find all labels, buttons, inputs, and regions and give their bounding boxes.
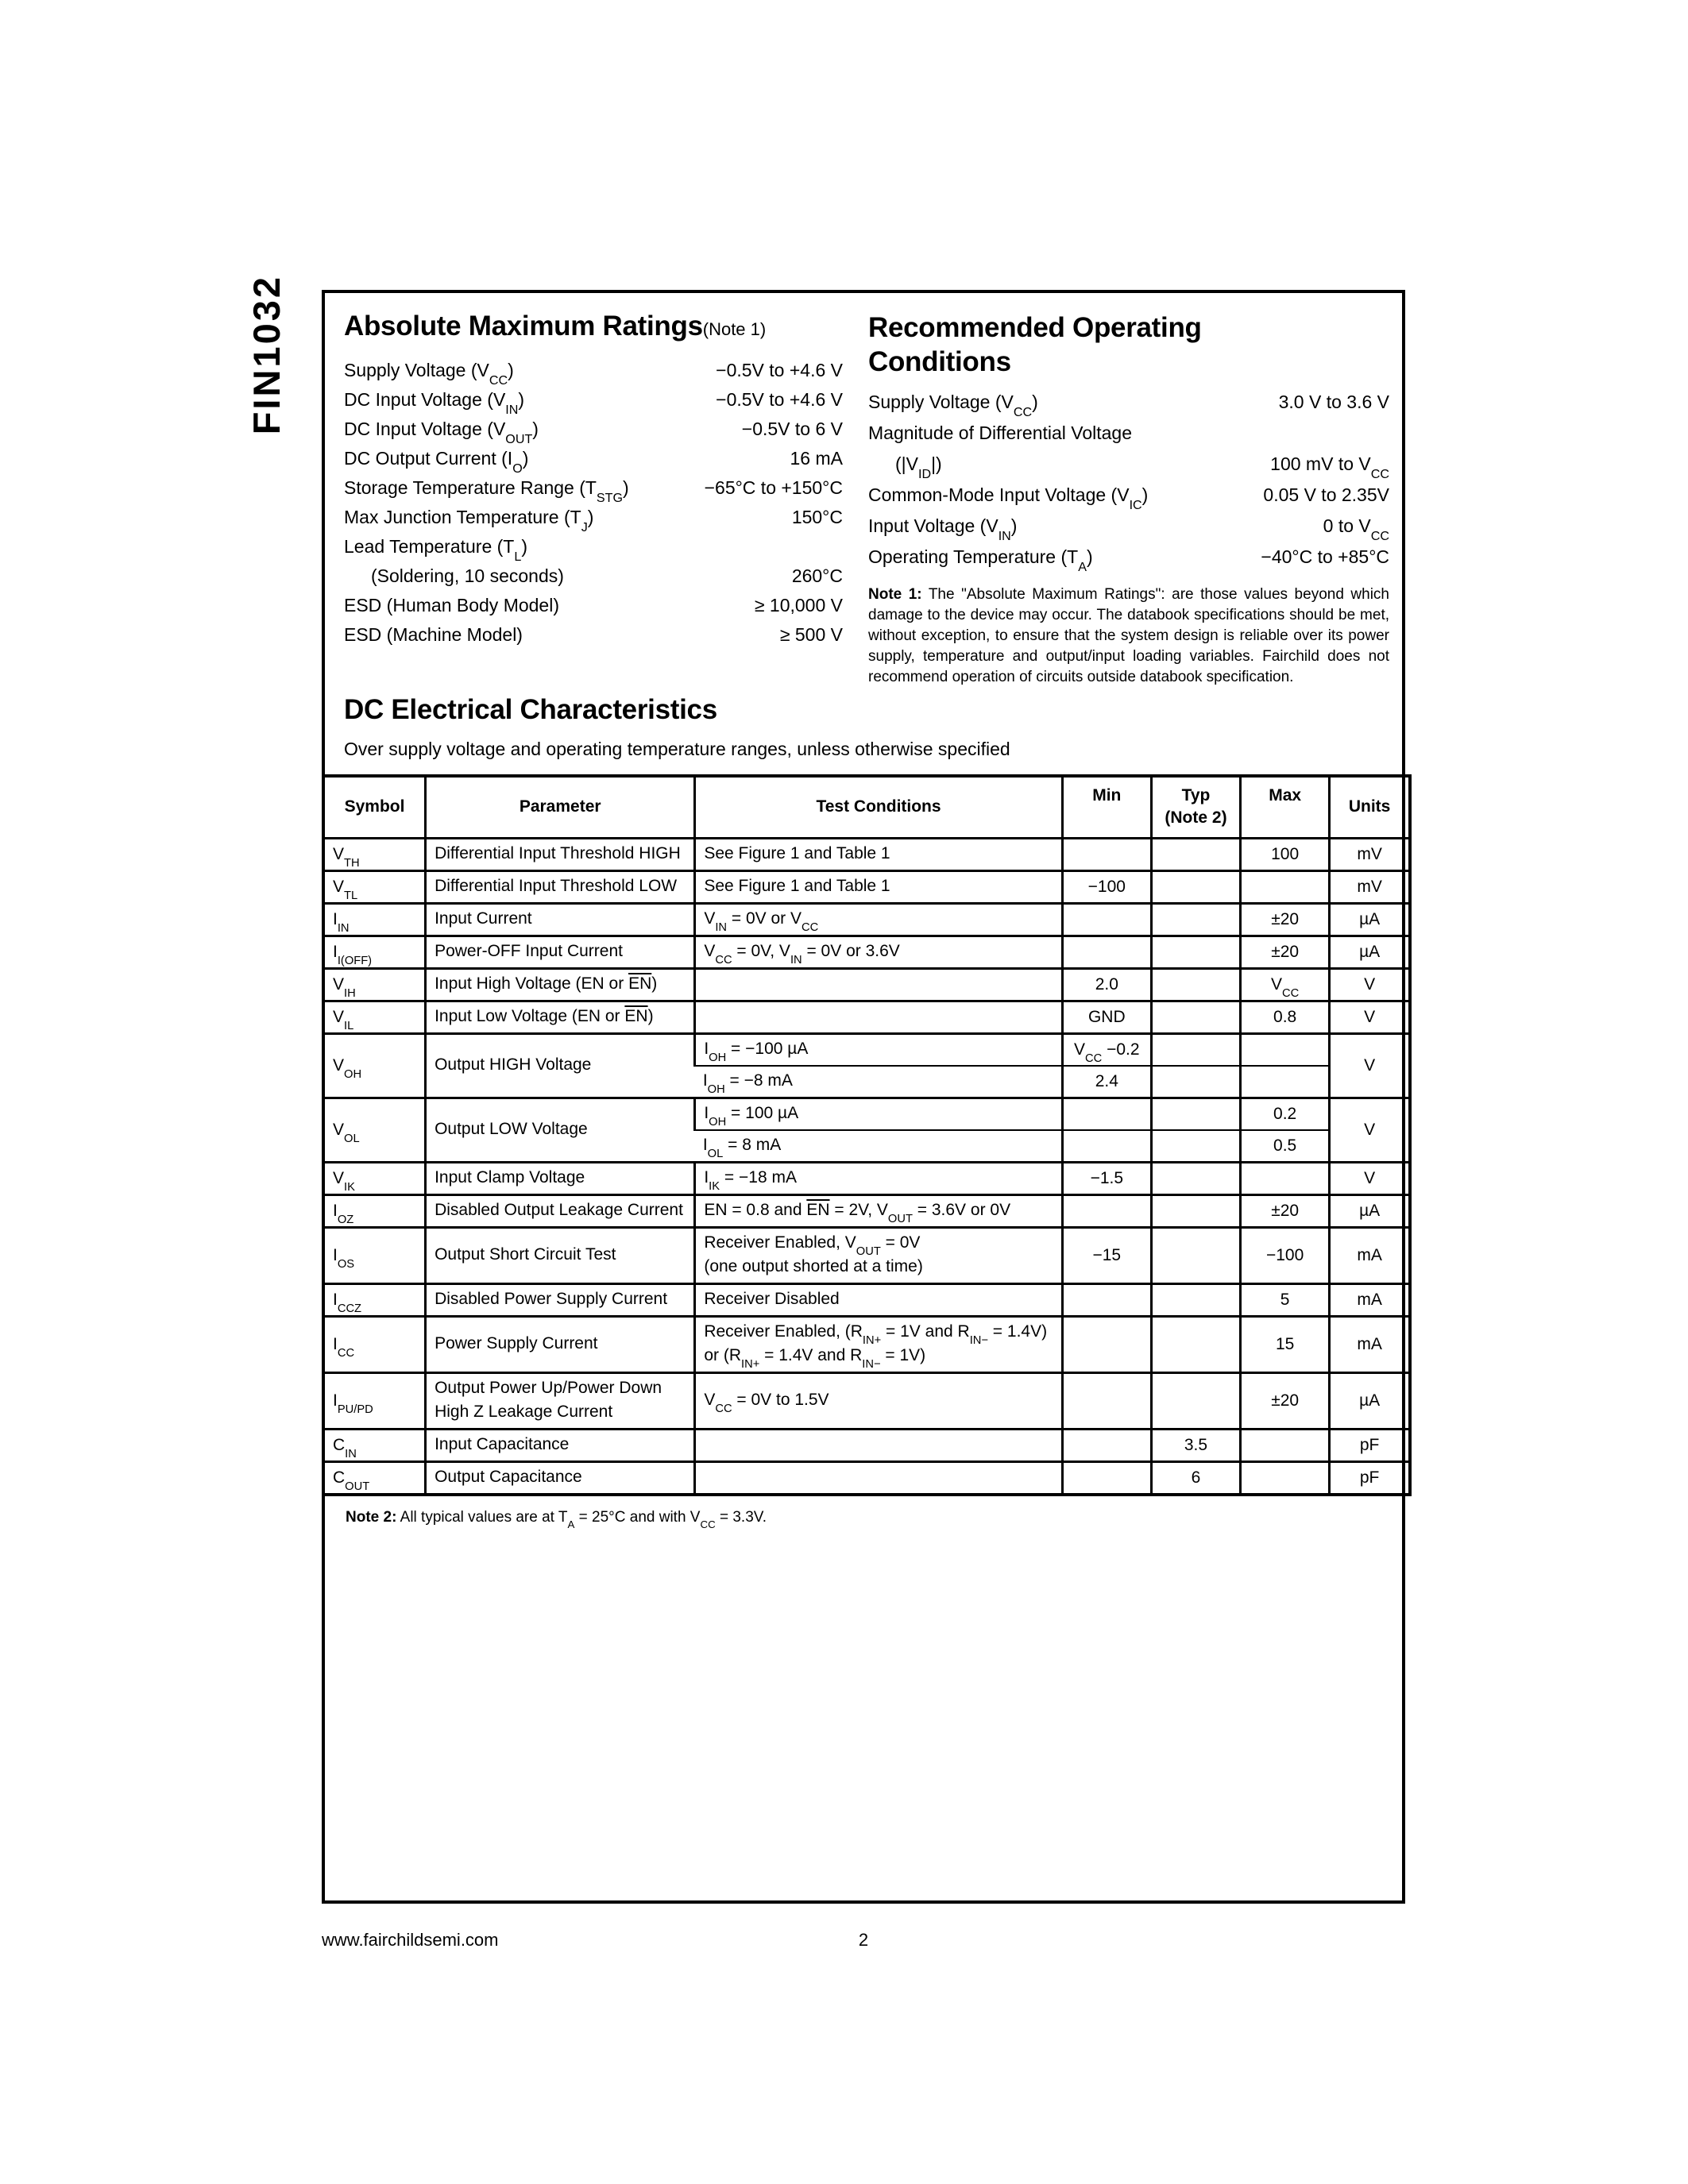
cell-conditions — [695, 936, 1062, 968]
col-header-symbol: Symbol — [323, 776, 426, 838]
table-row — [323, 968, 1410, 1001]
cell-conditions — [695, 968, 1062, 1001]
dc-electrical-characteristics-section — [322, 694, 1412, 1531]
cell-max: 15 — [1241, 1316, 1330, 1372]
cell-units: µA — [1330, 1194, 1410, 1227]
cell-max: ±20 — [1241, 1194, 1330, 1227]
cell-units: V — [1330, 968, 1410, 1001]
spec-label: Storage Temperature Range $(T_{STG})$ — [344, 477, 629, 506]
cell-max: 100 — [1241, 838, 1330, 870]
cell-parameter — [426, 1372, 695, 1429]
cell-max: −100 — [1241, 1227, 1330, 1283]
cell-units: V — [1330, 1033, 1410, 1098]
parameter-line: Output Capacitance — [435, 1467, 582, 1486]
cell-min — [1062, 1461, 1151, 1495]
cell-units: µA — [1330, 903, 1410, 936]
cell-symbol: $V_{OL}$ — [323, 1098, 426, 1162]
cell-typ — [1151, 1001, 1240, 1033]
cell-min — [1062, 936, 1151, 968]
spec-row — [344, 477, 843, 507]
cell-symbol: $I_{IN}$ — [323, 903, 426, 936]
parameter-line: High Z Leakage Current — [435, 1402, 613, 1421]
cell-max — [1241, 1066, 1330, 1098]
note1-label: Note 1: — [868, 586, 922, 603]
cell-max: 0.2 — [1241, 1098, 1330, 1130]
cell-conditions — [695, 870, 1062, 903]
cell-symbol: $V_{TH}$ — [323, 838, 426, 870]
spec-label: Input Voltage $(V_{IN})$ — [868, 515, 1018, 544]
note2-label: Note 2: — [346, 1508, 397, 1526]
condition-line: $V_{CC} = 0V$, $V_{IN} = 0V$ or 3.6V — [704, 941, 900, 967]
cell-min: −1.5 — [1062, 1162, 1151, 1194]
cell-min: −15 — [1062, 1227, 1151, 1283]
spec-value: 150°C — [791, 507, 843, 527]
cell-min — [1062, 1283, 1151, 1316]
col-header-test-conditions: Test Conditions — [695, 776, 1062, 838]
cell-symbol: $C_{IN}$ — [323, 1429, 426, 1461]
col-header-parameter: Parameter — [426, 776, 695, 838]
parameter-line: Differential Input Threshold LOW — [435, 876, 678, 895]
cell-symbol: $V_{OH}$ — [323, 1033, 426, 1098]
spec-row — [868, 453, 1389, 484]
footer-url: www.fairchildsemi.com — [322, 1930, 499, 1950]
cell-symbol: $I_{CCZ}$ — [323, 1283, 426, 1316]
cell-typ — [1151, 968, 1240, 1001]
dc-title: DC Electrical Characteristics — [344, 694, 717, 725]
cell-typ — [1151, 870, 1240, 903]
table-row — [323, 1283, 1410, 1316]
cell-symbol: $I_{OZ}$ — [323, 1194, 426, 1227]
cell-parameter — [426, 1162, 695, 1194]
cell-max: 5 — [1241, 1283, 1330, 1316]
table-row — [323, 1001, 1410, 1033]
roc-title-line1: Recommended Operating — [868, 312, 1202, 343]
parameter-line: Input High Voltage (EN or $\overline{EN}$) — [435, 974, 658, 993]
col-header-min: Min — [1062, 776, 1151, 838]
cell-parameter — [426, 1283, 695, 1316]
cell-conditions — [695, 1098, 1062, 1130]
cell-symbol: $V_{IH}$ — [323, 968, 426, 1001]
cell-parameter — [426, 870, 695, 903]
condition-line — [704, 1466, 1053, 1490]
cell-units: V — [1330, 1001, 1410, 1033]
amr-title — [344, 311, 843, 342]
cell-min — [1062, 1194, 1151, 1227]
parameter-line: Power-OFF Input Current — [435, 941, 623, 960]
table-row — [323, 838, 1410, 870]
cell-conditions — [695, 1227, 1062, 1283]
note2-text: All typical values are at $T_A = 25^\circ C$ and with $V_{CC} = 3.3V$. — [400, 1508, 767, 1531]
table-row — [323, 870, 1410, 903]
condition-line — [704, 1005, 1053, 1029]
parameter-line: Output LOW Voltage — [435, 1119, 588, 1138]
cell-conditions — [695, 1162, 1062, 1194]
table-row — [323, 1461, 1410, 1495]
amr-spec-list — [344, 360, 843, 654]
cell-max — [1241, 1461, 1330, 1495]
cell-units: mA — [1330, 1283, 1410, 1316]
cell-typ — [1151, 1194, 1240, 1227]
page-number: 2 — [858, 1930, 869, 1950]
table-row — [323, 1316, 1410, 1372]
condition-line: $I_{IK} = -18$ mA — [704, 1167, 797, 1193]
spec-value: 3.0 V to 3.6 V — [1278, 392, 1389, 412]
col-header-typ-note: (Note 2) — [1165, 808, 1227, 827]
cell-min — [1062, 1316, 1151, 1372]
amr-title-note-ref: (Note 1) — [702, 319, 767, 339]
cell-symbol: $C_{OUT}$ — [323, 1461, 426, 1495]
cell-parameter — [426, 1461, 695, 1495]
table-row — [323, 1194, 1410, 1227]
cell-conditions — [695, 1194, 1062, 1227]
cell-typ — [1151, 903, 1240, 936]
col-header-units: Units — [1330, 776, 1410, 838]
cell-symbol: $I_{OS}$ — [323, 1227, 426, 1283]
spec-label: (Soldering, 10 seconds) — [371, 565, 564, 586]
amr-title-text: Absolute Maximum Ratings — [344, 311, 703, 341]
dc-subtitle: Over supply voltage and operating temperature ranges, unless otherwise specified — [344, 739, 1010, 759]
spec-label: Magnitude of Differential Voltage — [868, 423, 1133, 443]
spec-label: DC Input Voltage $(V_{OUT})$ — [344, 419, 539, 447]
condition-line: Receiver Disabled — [704, 1289, 840, 1308]
cell-parameter — [426, 968, 695, 1001]
absolute-maximum-ratings-section — [344, 311, 843, 654]
table-row — [323, 1033, 1410, 1066]
cell-symbol: $I_{PU/PD}$ — [323, 1372, 426, 1429]
spec-label: Max Junction Temperature $(T_J)$ — [344, 507, 594, 535]
spec-value: 0 to $V_{CC}$ — [1323, 515, 1389, 544]
cell-max — [1241, 870, 1330, 903]
cell-units: mA — [1330, 1316, 1410, 1372]
cell-units: µA — [1330, 1372, 1410, 1429]
cell-symbol: $V_{IK}$ — [323, 1162, 426, 1194]
spec-value: 0.05 V to 2.35V — [1263, 484, 1389, 505]
note2 — [346, 1508, 1412, 1531]
content-frame — [322, 290, 1405, 1904]
cell-min — [1062, 1098, 1151, 1130]
cell-symbol: $V_{IL}$ — [323, 1001, 426, 1033]
parameter-line: Input Current — [435, 909, 532, 928]
cell-units: µA — [1330, 936, 1410, 968]
spec-value: 16 mA — [790, 448, 843, 469]
condition-line: $V_{IN} = 0V$ or $V_{CC}$ — [704, 909, 819, 934]
spec-row — [344, 389, 843, 419]
col-header-typ-text: Typ — [1181, 786, 1211, 805]
spec-label: DC Output Current $(I_O)$ — [344, 448, 529, 477]
spec-row — [344, 419, 843, 448]
spec-row — [344, 536, 843, 565]
cell-conditions — [695, 1429, 1062, 1461]
table-row — [323, 1372, 1410, 1429]
cell-parameter — [426, 1227, 695, 1283]
cell-conditions — [695, 903, 1062, 936]
parameter-line: Output Short Circuit Test — [435, 1244, 616, 1264]
spec-value: ≥ 500 V — [779, 624, 843, 645]
cell-typ — [1151, 1066, 1240, 1098]
cell-units: mA — [1330, 1227, 1410, 1283]
spec-label: $(|V_{ID}|)$ — [895, 453, 942, 482]
cell-typ — [1151, 1033, 1240, 1066]
spec-value: 100 mV to $V_{CC}$ — [1270, 453, 1389, 482]
parameter-line: Output Power Up/Power Down — [435, 1378, 662, 1397]
cell-parameter — [426, 1194, 695, 1227]
cell-max: 0.8 — [1241, 1001, 1330, 1033]
cell-conditions — [695, 1461, 1062, 1495]
spec-label: ESD (Human Body Model) — [344, 595, 559, 615]
cell-parameter — [426, 1033, 695, 1098]
spec-row — [868, 546, 1389, 577]
condition-line: $I_{OH} = -8$ mA — [702, 1071, 793, 1096]
spec-label: Supply Voltage $(V_{CC})$ — [868, 392, 1038, 420]
cell-max: $V_{CC}$ — [1241, 968, 1330, 1001]
parameter-line: Input Clamp Voltage — [435, 1167, 585, 1187]
cell-typ — [1151, 1283, 1240, 1316]
cell-max: 0.5 — [1241, 1130, 1330, 1163]
cell-min — [1062, 1429, 1151, 1461]
condition-line: $V_{CC} = 0V$ to 1.5V — [704, 1390, 829, 1415]
cell-max: ±20 — [1241, 1372, 1330, 1429]
cell-conditions — [695, 1283, 1062, 1316]
parameter-line: Input Capacitance — [435, 1434, 570, 1453]
cell-min — [1062, 1130, 1151, 1163]
cell-parameter — [426, 838, 695, 870]
spec-label: Lead Temperature $(T_L)$ — [344, 536, 527, 565]
spec-row — [344, 448, 843, 477]
spec-label: ESD (Machine Model) — [344, 624, 523, 645]
cell-min: −100 — [1062, 870, 1151, 903]
spec-row — [868, 423, 1389, 453]
cell-parameter — [426, 1098, 695, 1162]
parameter-line: Disabled Output Leakage Current — [435, 1200, 683, 1219]
cell-conditions — [695, 1001, 1062, 1033]
cell-max — [1241, 1429, 1330, 1461]
parameter-line: Output HIGH Voltage — [435, 1055, 592, 1074]
cell-typ — [1151, 1130, 1240, 1163]
table-row — [323, 1098, 1410, 1130]
cell-min — [1062, 838, 1151, 870]
roc-title — [868, 311, 1389, 379]
cell-typ — [1151, 1316, 1240, 1372]
cell-min: GND — [1062, 1001, 1151, 1033]
dc-characteristics-table — [322, 774, 1412, 1496]
table-row — [323, 1429, 1410, 1461]
spec-row — [344, 595, 843, 624]
parameter-line: Disabled Power Supply Current — [435, 1289, 668, 1308]
cell-conditions — [695, 1033, 1062, 1066]
table-row — [323, 1162, 1410, 1194]
spec-row — [344, 360, 843, 389]
cell-min: 2.0 — [1062, 968, 1151, 1001]
roc-spec-list — [868, 392, 1389, 577]
side-part-number-label: FIN1032 — [245, 275, 288, 435]
parameter-line: Input Low Voltage (EN or $\overline{EN}$) — [435, 1006, 654, 1025]
spec-label: DC Input Voltage $(V_{IN})$ — [344, 389, 525, 418]
cell-typ — [1151, 1162, 1240, 1194]
spec-label: Common-Mode Input Voltage $(V_{IC})$ — [868, 484, 1149, 513]
spec-value: 260°C — [791, 565, 843, 586]
cell-typ — [1151, 1372, 1240, 1429]
cell-max — [1241, 1162, 1330, 1194]
note1 — [868, 585, 1389, 688]
cell-parameter — [426, 903, 695, 936]
condition-line: See Figure 1 and Table 1 — [704, 876, 890, 895]
cell-min: 2.4 — [1062, 1066, 1151, 1098]
cell-parameter — [426, 936, 695, 968]
condition-line: $I_{OH} = 100$ µA — [704, 1103, 799, 1129]
condition-line: EN = 0.8 and $\overline{EN} = 2V$, $V_{OUT} = 3.6V$ or 0V — [704, 1200, 1011, 1225]
parameter-line: Differential Input Threshold HIGH — [435, 843, 681, 862]
cell-conditions — [695, 1066, 1062, 1098]
cell-typ: 6 — [1151, 1461, 1240, 1495]
spec-row — [868, 515, 1389, 546]
cell-units: pF — [1330, 1461, 1410, 1495]
roc-title-line2: Conditions — [868, 346, 1011, 377]
cell-conditions — [695, 1316, 1062, 1372]
cell-min — [1062, 1372, 1151, 1429]
cell-units: mV — [1330, 870, 1410, 903]
spec-value: −0.5V to 6 V — [741, 419, 843, 439]
spec-value: −0.5V to +4.6 V — [716, 360, 843, 380]
col-header-typ — [1151, 776, 1240, 838]
cell-typ — [1151, 936, 1240, 968]
cell-max: ±20 — [1241, 936, 1330, 968]
spec-label: Operating Temperature $(T_A)$ — [868, 546, 1093, 575]
col-header-max: Max — [1241, 776, 1330, 838]
cell-symbol: $I_{I(OFF)}$ — [323, 936, 426, 968]
cell-symbol: $I_{CC}$ — [323, 1316, 426, 1372]
cell-parameter — [426, 1001, 695, 1033]
condition-line: Receiver Enabled, $V_{OUT} = 0V$ — [704, 1233, 921, 1258]
recommended-operating-conditions-section — [868, 311, 1389, 688]
cell-typ — [1151, 1098, 1240, 1130]
condition-line: (one output shorted at a time) — [704, 1256, 923, 1275]
condition-line — [704, 1433, 1053, 1457]
condition-line: $I_{OL} = 8$ mA — [702, 1135, 782, 1160]
spec-row — [344, 507, 843, 536]
condition-line: Receiver Enabled, ($R_{IN+} = 1V$ and $R_{IN-} = 1.4V$) — [704, 1322, 1048, 1347]
cell-conditions — [695, 1372, 1062, 1429]
parameter-line: Power Supply Current — [435, 1333, 598, 1352]
condition-line — [704, 973, 1053, 997]
table-row — [323, 936, 1410, 968]
cell-typ — [1151, 1227, 1240, 1283]
cell-units: V — [1330, 1162, 1410, 1194]
cell-parameter — [426, 1316, 695, 1372]
cell-conditions — [695, 838, 1062, 870]
spec-value: −65°C to +150°C — [704, 477, 843, 498]
spec-label: Supply Voltage $(V_{CC})$ — [344, 360, 514, 388]
cell-units: V — [1330, 1098, 1410, 1162]
spec-row — [344, 624, 843, 654]
table-row — [323, 903, 1410, 936]
table-row — [323, 1227, 1410, 1283]
cell-typ — [1151, 838, 1240, 870]
cell-symbol: $V_{TL}$ — [323, 870, 426, 903]
condition-line: $I_{OH} = -100$ µA — [704, 1039, 809, 1064]
cell-min — [1062, 903, 1151, 936]
spec-value: ≥ 10,000 V — [754, 595, 843, 615]
condition-line: See Figure 1 and Table 1 — [704, 843, 890, 862]
spec-row — [344, 565, 843, 595]
cell-min: $V_{CC} -0.2$ — [1062, 1033, 1151, 1066]
condition-line: or ($R_{IN+} = 1.4V$ and $R_{IN-} = 1V$) — [704, 1345, 926, 1371]
spec-value: −40°C to +85°C — [1261, 546, 1389, 567]
spec-value: −0.5V to +4.6 V — [716, 389, 843, 410]
cell-max: ±20 — [1241, 903, 1330, 936]
cell-conditions — [695, 1130, 1062, 1163]
spec-row — [868, 392, 1389, 423]
cell-parameter — [426, 1429, 695, 1461]
cell-max — [1241, 1033, 1330, 1066]
cell-typ: 3.5 — [1151, 1429, 1240, 1461]
cell-units: pF — [1330, 1429, 1410, 1461]
spec-row — [868, 484, 1389, 515]
cell-units: mV — [1330, 838, 1410, 870]
table-header-row — [323, 776, 1410, 838]
note1-text: The "Absolute Maximum Ratings": are those values beyond which damage to the device may occur. The databook specifications should be met, without exception, to ensure that the system design is reliable over its power supply, temperature and output/input loading variables. Fairchild does not recommend operation of circuits outside databook specification. — [868, 586, 1389, 685]
